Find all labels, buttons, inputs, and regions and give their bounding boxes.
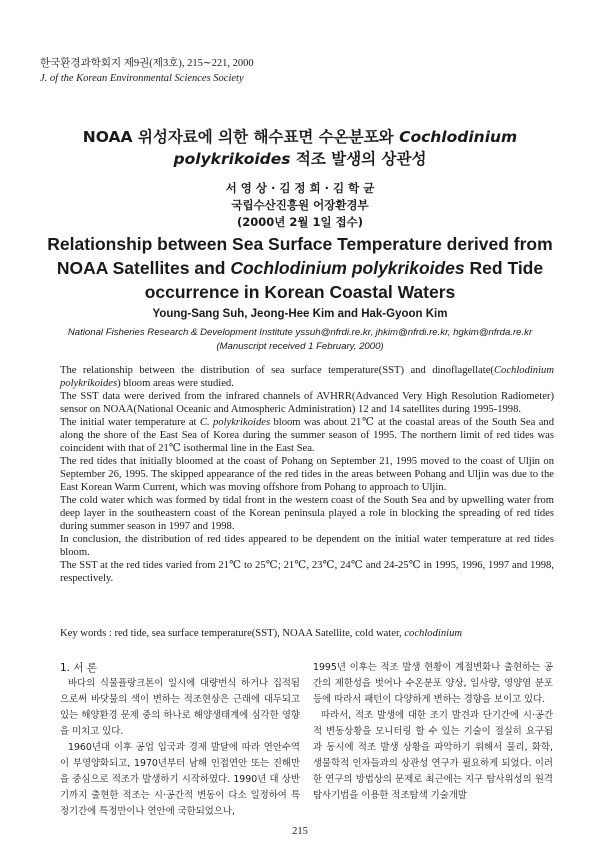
body-paragraph: 1960년대 이후 공업 입국과 경제 발달에 따라 연안수역이 부영양화되고, 1970년부터 남해 인접연안 또는 진해만을 중심으로 적조가 발생하기 시작하였다. 1990년 대 상반기까지 출현한 적조는 시·공간적 변동이 다소 일정하여 특정기간에 특정만이나 연안에 국한되었으나, <box>60 742 300 817</box>
page-number: 215 <box>292 826 308 837</box>
abstract-p1-text: The relationship between the distribution of sea surface temperature(SST) and dinoflagellate( <box>60 365 494 376</box>
korean-author-names: 서 영 상 · 김 정 희 · 김 학 균 <box>225 181 375 195</box>
abstract-paragraph: The cold water which was formed by tidal front in the western coast of the South Sea and by upwelling water from deep layer in the southeastern coast of the Korean peninsula played a role in blocking the spreading of red tides during summer season in 1997 and 1998. <box>60 495 554 532</box>
korean-title-part1: NOAA 위성자료에 의한 해수표면 수온분포와 <box>82 128 400 146</box>
body-paragraph: 바다의 식물플랑크톤이 일시에 대량번식 하거나 집적됨으로써 바닷물의 색이 변하는 적조현상은 근래에 대두되고 있는 해양환경 문제 중의 하나로 해양생태계에 심각한 영향을 미치고 있다. <box>60 678 300 737</box>
korean-author-block <box>40 180 560 231</box>
abstract-p1-species: Cochlodinium polykrikoides <box>60 365 554 389</box>
abstract-paragraph <box>60 364 554 390</box>
english-affiliation-block <box>40 326 560 354</box>
english-title-line3: occurrence in Korean Coastal Waters <box>144 282 456 302</box>
english-title-line2 <box>40 256 560 280</box>
body-column-right <box>313 660 553 804</box>
keywords <box>60 628 554 639</box>
korean-received-date: (2000년 2월 1일 접수) <box>236 215 364 229</box>
body-paragraph: 따라서, 적조 발생에 대한 조기 발견과 단기간에 시·공간적 변동상황을 모니터링 할 수 있는 기술이 절실히 요구됨과 동시에 적조 발생 상황을 파악하기 위해서 물리, 화학, 생물학적 인자들과의 상관성 연구가 필요하게 되었다. 이러한 연구의 방법상의 문제로 최근에는 지구 탐사위성의 원격탐사기법을 이용한 적조탐색 기술개발 <box>313 710 553 801</box>
journal-name-korean: 한국환경과학회지 제9권(제3호), 215∼221, 2000 <box>40 58 254 69</box>
section-heading-introduction: 1. 서 론 <box>60 662 97 674</box>
korean-affiliation: 국립수산진흥원 어장환경부 <box>231 198 369 212</box>
abstract-paragraph: The SST at the red tides varied from 21℃ to 25℃; 21℃, 23℃, 24℃ and 24-25℃ in 1995, 1996, 1997 and 1998, respectively. <box>60 560 554 584</box>
english-title-line2-prefix: NOAA Satellites and <box>56 258 231 278</box>
korean-title-species-epithet: polykrikoides <box>173 150 291 168</box>
journal-header <box>40 56 254 86</box>
korean-title-species-genus: Cochlodinium <box>399 128 518 146</box>
body-paragraph: 1995년 이후는 적조 발생 현황이 계절변화나 출현하는 공간의 제한성을 벗어나 수온분포 양상, 일사량, 영양염 분포 등에 따라서 패턴이 다양하게 변하는 경향을 보이고 있다. <box>313 662 553 705</box>
english-title <box>40 232 560 304</box>
english-received-date: (Manuscript received 1 February, 2000) <box>216 341 384 352</box>
abstract-paragraph: In conclusion, the distribution of red tides appeared to be dependent on the initial water temperature at red tides bloom. <box>60 534 554 558</box>
english-affiliation: National Fisheries Research & Development Institute yssuh@nfrdi.re.kr, jhkim@nfrdi.re.kr, hgkim@nfrda.re.kr <box>67 327 533 338</box>
abstract-p1-text-end: ) bloom areas were studied. <box>117 378 234 389</box>
abstract-p3-text-end: bloom was about 21℃ at the coastal areas of the South Sea and along the shore of the East Sea of Korea during the summer season of 1995. The northern limit of red tides was coincident with that of 21℃ isothermal line in the East Sea. <box>60 417 554 454</box>
body-column-left <box>60 660 300 820</box>
abstract-paragraph: The red tides that initially bloomed at the coast of Pohang on September 21, 1995 moved to the coast of Uljin on September 26, 1995. The skipped appearance of the red tides in the areas between Pohang and Uljin was due to the East Korean Warm Current, which was moving offshore from Pohang to approach to Uljin. <box>60 456 554 493</box>
abstract-paragraph <box>60 416 554 455</box>
korean-title-part2: 적조 발생의 상관성 <box>290 150 427 168</box>
abstract <box>60 364 554 585</box>
korean-title <box>40 126 560 170</box>
abstract-p3-text: The initial water temperature at <box>60 417 200 428</box>
keywords-species: cochlodinium <box>404 628 463 639</box>
english-author-names: Young-Sang Suh, Jeong-Hee Kim and Hak-Gyoon Kim <box>152 308 448 320</box>
english-title-line1: Relationship between Sea Surface Temperature derived from <box>47 234 553 254</box>
english-title-species: Cochlodinium polykrikoides <box>230 258 465 278</box>
keywords-text: red tide, sea surface temperature(SST), NOAA Satellite, cold water, <box>114 628 405 639</box>
abstract-paragraph: The SST data were derived from the infrared channels of AVHRR(Advanced Very High Resolution Radiometer) sensor on NOAA(National Oceanic and Atmospheric Administration) 12 and 14 satellites during 1995-1998. <box>60 391 554 415</box>
abstract-p3-species: C. polykrikoides <box>199 417 271 428</box>
keywords-label: Key words : <box>60 628 115 639</box>
journal-name-english: J. of the Korean Environmental Sciences Society <box>40 73 244 84</box>
english-title-line2-suffix: Red Tide <box>464 258 544 278</box>
